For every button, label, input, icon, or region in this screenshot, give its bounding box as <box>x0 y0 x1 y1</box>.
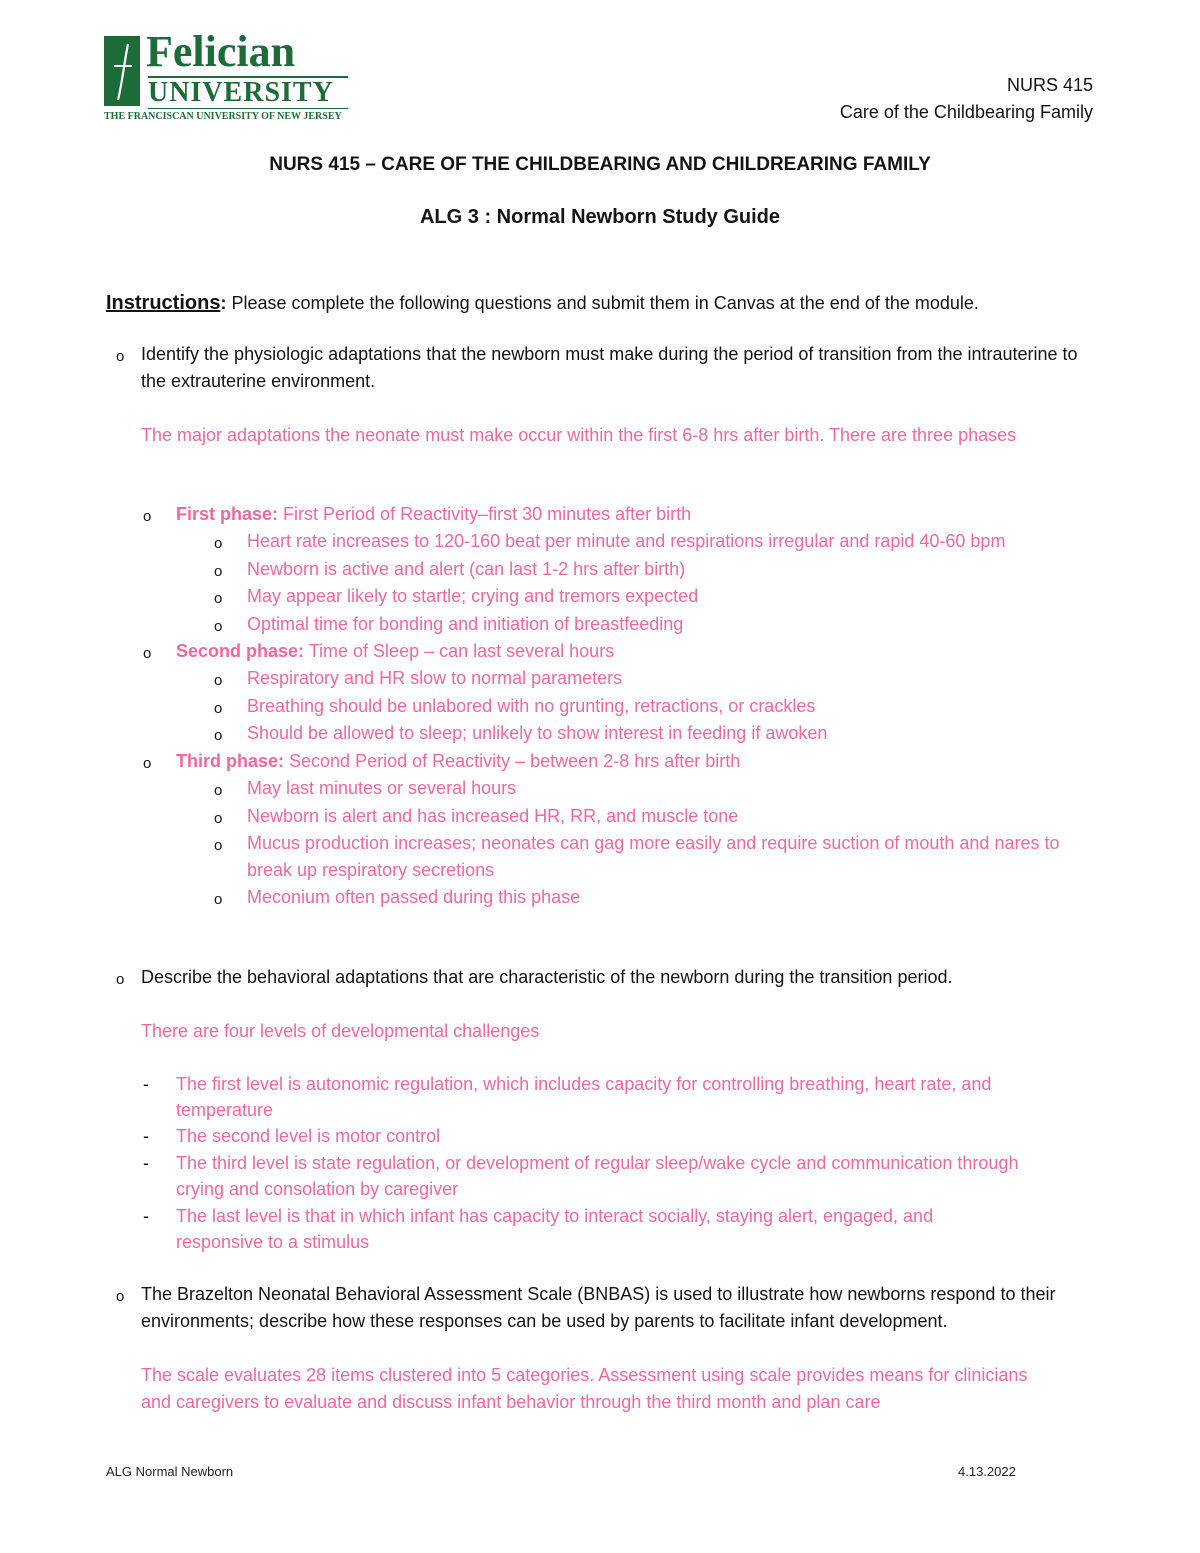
phase-1-heading <box>176 501 691 528</box>
instructions-text: Please complete the following questions and submit them in Canvas at the end of the module. <box>226 293 979 313</box>
document-subtitle: ALG 3 : Normal Newborn Study Guide <box>419 206 781 228</box>
q2-question: Describe the behavioral adaptations that are characteristic of the newborn during the transition period. <box>141 967 953 987</box>
footer-left: ALG Normal Newborn <box>106 1464 234 1479</box>
level-4: The last level is that in which infant has capacity to interact socially, staying alert, engaged, and responsive to a stimulus <box>176 1206 934 1252</box>
level-2-dash: - <box>143 1126 149 1146</box>
level-2: The second level is motor control <box>176 1126 441 1146</box>
phase-3-text: Second Period of Reactivity – between 2-8 hrs after birth <box>284 751 741 771</box>
q2-answer-intro: There are four levels of developmental challenges <box>141 1021 540 1041</box>
instructions-label: Instructions <box>106 292 221 314</box>
phase-2-item-2-bullet: o <box>214 700 223 717</box>
phase-1-item-3: May appear likely to startle; crying and tremors expected <box>247 586 699 606</box>
phase-1-label: First phase: <box>176 504 279 524</box>
phase-1-item-1: Heart rate increases to 120-160 beat per minute and respirations irregular and rapid 40-60 bpm <box>247 531 1006 551</box>
document-title: NURS 415 – CARE OF THE CHILDBEARING AND CHILDREARING FAMILY <box>269 154 931 175</box>
phase-3-item-3: Mucus production increases; neonates can gag more easily and require suction of mouth and nares to break up respiratory secretions <box>247 833 1060 880</box>
phase-2-text: Time of Sleep – can last several hours <box>304 641 615 661</box>
q1-question: Identify the physiologic adaptations that the newborn must make during the period of transition from the intrauterine to the extrauterine environment. <box>141 344 1078 391</box>
phase-3-bullet: o <box>143 755 152 772</box>
phase-1-item-4-bullet: o <box>214 618 223 635</box>
level-3: The third level is state regulation, or development of regular sleep/wake cycle and communication through crying and consolation by caregiver <box>176 1153 1019 1199</box>
phase-3-item-2: Newborn is alert and has increased HR, RR, and muscle tone <box>247 806 739 826</box>
phase-2-item-2: Breathing should be unlabored with no grunting, retractions, or crackles <box>247 696 816 716</box>
phase-1-item-2: Newborn is active and alert (can last 1-2 hrs after birth) <box>247 559 686 579</box>
phase-1-item-4: Optimal time for bonding and initiation of breastfeeding <box>247 614 684 634</box>
q3-question: The Brazelton Neonatal Behavioral Assessment Scale (BNBAS) is used to illustrate how newborns respond to their environments; describe how these responses can be used by parents to facilitate infant development. <box>141 1284 1056 1331</box>
q3-answer: The scale evaluates 28 items clustered into 5 categories. Assessment using scale provides means for clinicians and caregivers to evaluate and discuss infant behavior through the third month and plan care <box>141 1365 1028 1412</box>
instructions-colon: : <box>220 293 227 313</box>
logo-name: Felician <box>146 27 296 76</box>
phase-1-item-2-bullet: o <box>214 563 223 580</box>
phase-3-item-4-bullet: o <box>214 891 223 908</box>
q3-bullet: o <box>116 1288 125 1305</box>
phase-2-item-3: Should be allowed to sleep; unlikely to show interest in feeding if awoken <box>247 723 828 743</box>
phase-2-item-3-bullet: o <box>214 727 223 744</box>
q1-answer-intro: The major adaptations the neonate must make occur within the first 6-8 hrs after birth. There are three phases <box>141 425 1017 445</box>
phase-3-item-1: May last minutes or several hours <box>247 778 517 798</box>
header-course-name: Care of the Childbearing Family <box>839 102 1093 122</box>
phase-2-heading <box>176 638 614 665</box>
instructions <box>106 290 979 317</box>
phase-1-item-3-bullet: o <box>214 590 223 607</box>
phase-3-item-4: Meconium often passed during this phase <box>247 887 581 907</box>
phase-1-text: First Period of Reactivity–first 30 minutes after birth <box>278 504 692 524</box>
phase-3-heading <box>176 748 740 775</box>
phase-1-bullet: o <box>143 508 152 525</box>
phase-2-bullet: o <box>143 645 152 662</box>
header-course-code: NURS 415 <box>1006 75 1093 95</box>
phase-1-item-1-bullet: o <box>214 535 223 552</box>
logo-rule-bottom <box>148 108 348 109</box>
q1-bullet: o <box>116 348 125 365</box>
phase-3-item-1-bullet: o <box>214 782 223 799</box>
phase-2-item-1-bullet: o <box>214 672 223 689</box>
phase-3-item-2-bullet: o <box>214 810 223 827</box>
phase-2-label: Second phase: <box>176 641 305 661</box>
phase-3-label: Third phase: <box>176 751 285 771</box>
level-1: The first level is autonomic regulation, which includes capacity for controlling breathing, heart rate, and temperature <box>176 1074 992 1120</box>
level-4-dash: - <box>143 1206 149 1226</box>
level-3-dash: - <box>143 1153 149 1173</box>
logo-tagline: THE FRANCISCAN UNIVERSITY OF NEW JERSEY <box>104 111 342 122</box>
level-1-dash: - <box>143 1074 149 1094</box>
logo-sub: UNIVERSITY <box>148 77 334 108</box>
university-logo <box>104 27 354 126</box>
phase-2-item-1: Respiratory and HR slow to normal parameters <box>247 668 623 688</box>
footer-right: 4.13.2022 <box>958 1464 1016 1479</box>
phase-3-item-3-bullet: o <box>214 837 223 854</box>
logo-emblem-icon <box>104 36 140 106</box>
q2-bullet: o <box>116 971 125 988</box>
